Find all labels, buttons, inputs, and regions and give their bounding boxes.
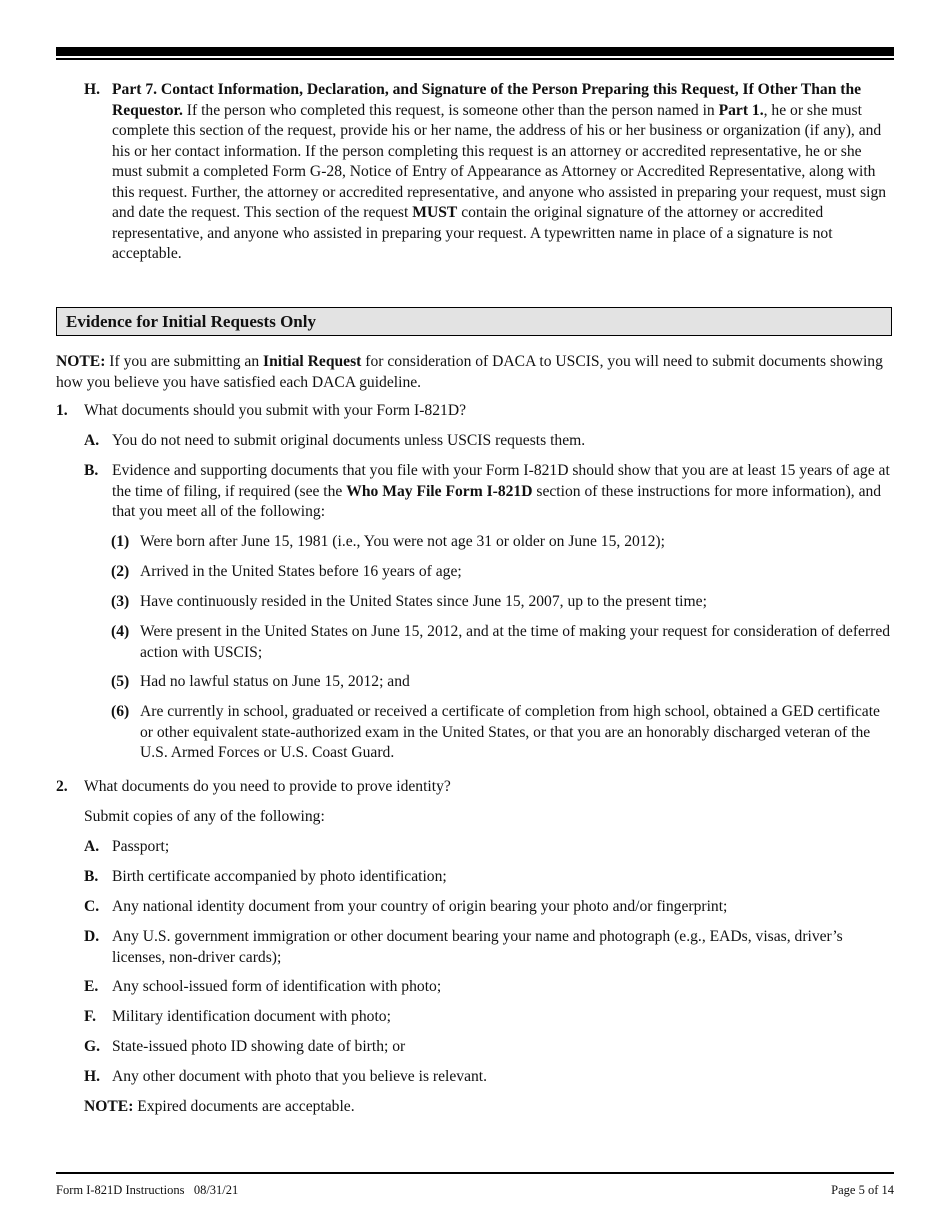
q1-number: 1. [56, 402, 68, 419]
footer-form-id: Form I-821D Instructions 08/31/21 [56, 1183, 239, 1197]
id-doc-label: D. [84, 928, 100, 945]
q1-b-label: B. [84, 462, 99, 479]
guideline-label: (6) [111, 703, 130, 720]
guideline-label: (1) [111, 533, 130, 550]
q2-question: What documents do you need to provide to prove identity? [84, 778, 451, 795]
guideline-label: (4) [111, 623, 130, 640]
footer-rule [56, 1172, 894, 1174]
id-doc-label: G. [84, 1038, 101, 1055]
guideline-text: Were present in the United States on June 15, 2012, and at the time of making your request for consideration of deferred action with USCIS; [140, 623, 891, 661]
part-h-paragraph: Part 7. Contact Information, Declaration, and Signature of the Person Preparing this Request, If Other Than the Requestor. If the person who completed this request, is someone other than the person named in Part 1., he or she must complete this section of the request, provide his or her name, the address of his or her business or organization (if any), and his or her contact information. If the person completing this request is an attorney or accredited representative, he or she must submit a completed Form G-28, Notice of Entry of Appearance as Attorney or Accredited Representative, along with this request. Further, the attorney or accredited representative, and anyone who assisted in preparing your request, must sign and date the request. This section of the request MUST contain the original signature of the attorney or accredited representative, and anyone who assisted in preparing your request. A typewritten name in place of a signature is not acceptable. [112, 81, 887, 262]
q1-a-label: A. [84, 432, 100, 449]
id-doc-text: Any other document with photo that you believe is relevant. [112, 1068, 488, 1085]
id-doc-text: Passport; [112, 838, 170, 855]
header-rule-thick [56, 47, 894, 56]
q2-number: 2. [56, 778, 68, 795]
initial-request-note: NOTE: If you are submitting an Initial Request for consideration of DACA to USCIS, you will need to submit documents showing how you believe you have satisfied each DACA guideline. [56, 353, 883, 391]
id-doc-label: H. [84, 1068, 101, 1085]
id-doc-label: A. [84, 838, 100, 855]
id-doc-label: B. [84, 868, 99, 885]
guideline-text: Have continuously resided in the United States since June 15, 2007, up to the present time; [140, 593, 707, 610]
id-doc-label: F. [84, 1008, 96, 1025]
id-doc-label: C. [84, 898, 100, 915]
expired-docs-note: NOTE: Expired documents are acceptable. [84, 1098, 355, 1115]
q2-intro: Submit copies of any of the following: [84, 808, 325, 825]
id-doc-text: Any school-issued form of identification with photo; [112, 978, 442, 995]
id-doc-text: Military identification document with photo; [112, 1008, 391, 1025]
section-header-box [56, 307, 892, 336]
id-doc-text: Any national identity document from your country of origin bearing your photo and/or fingerprint; [112, 898, 728, 915]
section-title: Evidence for Initial Requests Only [66, 312, 316, 331]
guideline-text: Are currently in school, graduated or received a certificate of completion from high school, obtained a GED certificate or other equivalent state-authorized exam in the United States, or that you are an honorably discharged veteran of the U.S. Armed Forces or U.S. Coast Guard. [140, 703, 880, 761]
id-doc-text: Any U.S. government immigration or other document bearing your name and photograph (e.g., EADs, visas, driver’s licenses, non-driver cards); [112, 928, 843, 966]
part-h-label: H. [84, 81, 101, 98]
guideline-label: (5) [111, 673, 130, 690]
header-rule-thin [56, 58, 894, 60]
guideline-label: (3) [111, 593, 130, 610]
guideline-label: (2) [111, 563, 130, 580]
guideline-text: Arrived in the United States before 16 years of age; [140, 563, 462, 580]
footer-page-number: Page 5 of 14 [831, 1183, 894, 1197]
part-h-title: Part 7. Contact Information, Declaration, and Signature of the Person Preparing this Request, If Other Than the Requestor. [112, 81, 862, 119]
q1-b-text: Evidence and supporting documents that you file with your Form I-821D should show that you are at least 15 years of age at the time of filing, if required (see the Who May File Form I-821D section of these instructions for more information), and that you meet all of the following: [112, 462, 890, 520]
guideline-text: Were born after June 15, 1981 (i.e., You were not age 31 or older on June 15, 2012); [140, 533, 665, 550]
id-doc-text: State-issued photo ID showing date of birth; or [112, 1038, 406, 1055]
guideline-text: Had no lawful status on June 15, 2012; and [140, 673, 410, 690]
q1-question: What documents should you submit with your Form I-821D? [84, 402, 467, 419]
q1-a-text: You do not need to submit original documents unless USCIS requests them. [112, 432, 586, 449]
id-doc-label: E. [84, 978, 99, 995]
id-doc-text: Birth certificate accompanied by photo identification; [112, 868, 447, 885]
